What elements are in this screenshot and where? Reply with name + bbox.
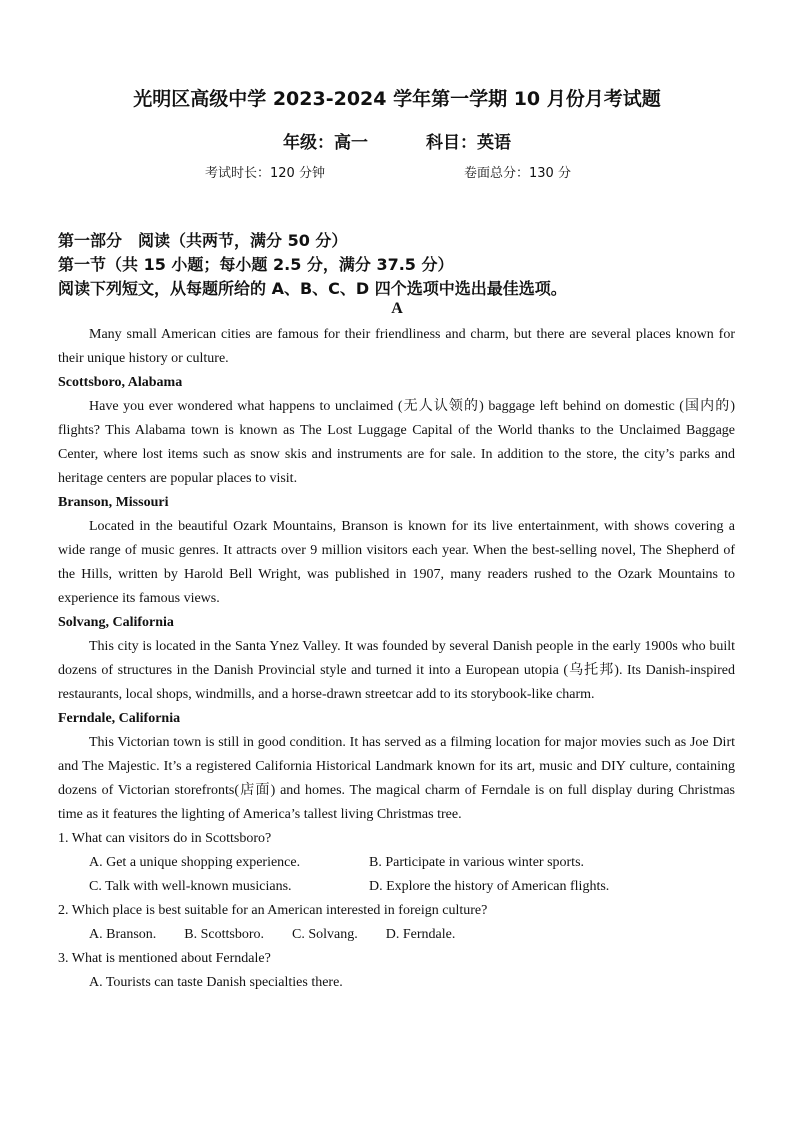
place-paragraph: Have you ever wondered what happens to unclaimed (无人认领的) baggage left behind on domestic (国内的) flights? This Alabama town is known as The Lost Luggage Capital of the World thanks to the Unclaimed Baggage Center, where lost items such as snow skis and instruments are for sale. In addition to the store, the city’s parks and heritage centers are popular places to visit.	[58, 399, 735, 486]
exam-subheader	[0, 128, 794, 153]
question-options	[58, 851, 735, 899]
subject-label: 科目：英语	[426, 133, 511, 153]
place-heading: Branson, Missouri	[58, 495, 169, 510]
passage-intro: Many small American cities are famous for their friendliness and charm, but there are several places known for their unique history or culture.	[58, 327, 735, 366]
option-a: A. Get a unique shopping experience.	[89, 855, 301, 870]
section-heading: 第一节（共 15 小题；每小题 2.5 分，满分 37.5 分）	[58, 255, 454, 274]
option-a: A. Branson.	[89, 927, 157, 942]
question-options	[58, 923, 735, 947]
option-c: C. Talk with well-known musicians.	[89, 879, 292, 894]
passage-label: A	[391, 300, 403, 317]
option-d: D. Ferndale.	[385, 927, 456, 942]
passage-body	[58, 323, 735, 995]
question-options	[58, 971, 735, 995]
duration-label: 考试时长：120 分钟	[205, 166, 325, 181]
option-d: D. Explore the history of American flights.	[369, 879, 610, 894]
option-b: B. Participate in various winter sports.	[369, 855, 585, 870]
option-b: B. Scottsboro.	[184, 927, 265, 942]
question-stem: 3. What is mentioned about Ferndale?	[58, 951, 271, 966]
instruction-text: 阅读下列短文，从每题所给的 A、B、C、D 四个选项中选出最佳选项。	[58, 279, 567, 298]
question-stem: 2. Which place is best suitable for an American interested in foreign culture?	[58, 903, 488, 918]
place-paragraph: This city is located in the Santa Ynez Valley. It was founded by several Danish people in the early 1900s who built dozens of structures in the Danish Provincial style and turned it into a European utopia (乌托邦). Its Danish-inspired restaurants, local shops, windmills, and a horse-drawn streetcar add to its storybook-like charm.	[58, 639, 735, 702]
place-paragraph: Located in the beautiful Ozark Mountains, Branson is known for its live entertainment, with shows covering a wide range of music genres. It attracts over 9 million visitors each year. When the best-selling novel, The Shepherd of the Hills, written by Harold Bell Wright, was published in 1907, many readers rushed to the Ozark Mountains to experience its famous views.	[58, 519, 735, 606]
place-heading: Ferndale, California	[58, 711, 181, 726]
place-paragraph: This Victorian town is still in good condition. It has served as a filming location for major movies such as Joe Dirt and The Majestic. It’s a registered California Historical Landmark known for its art, music and DIY culture, containing dozens of Victorian storefronts(店面) and homes. The magical charm of Ferndale is on full display during Christmas time as it features the lighting of America’s tallest living Christmas tree.	[58, 735, 735, 822]
option-a: A. Tourists can taste Danish specialties there.	[89, 975, 343, 990]
place-heading: Solvang, California	[58, 615, 174, 630]
question-stem: 1. What can visitors do in Scottsboro?	[58, 831, 272, 846]
part-heading: 第一部分 阅读（共两节，满分 50 分）	[58, 231, 348, 250]
place-heading: Scottsboro, Alabama	[58, 375, 183, 390]
exam-title: 光明区高级中学 2023-2024 学年第一学期 10 月份月考试题	[133, 88, 661, 110]
grade-label: 年级：高一	[283, 133, 368, 153]
total-score-label: 卷面总分：130 分	[464, 166, 571, 181]
option-c: C. Solvang.	[292, 927, 358, 942]
